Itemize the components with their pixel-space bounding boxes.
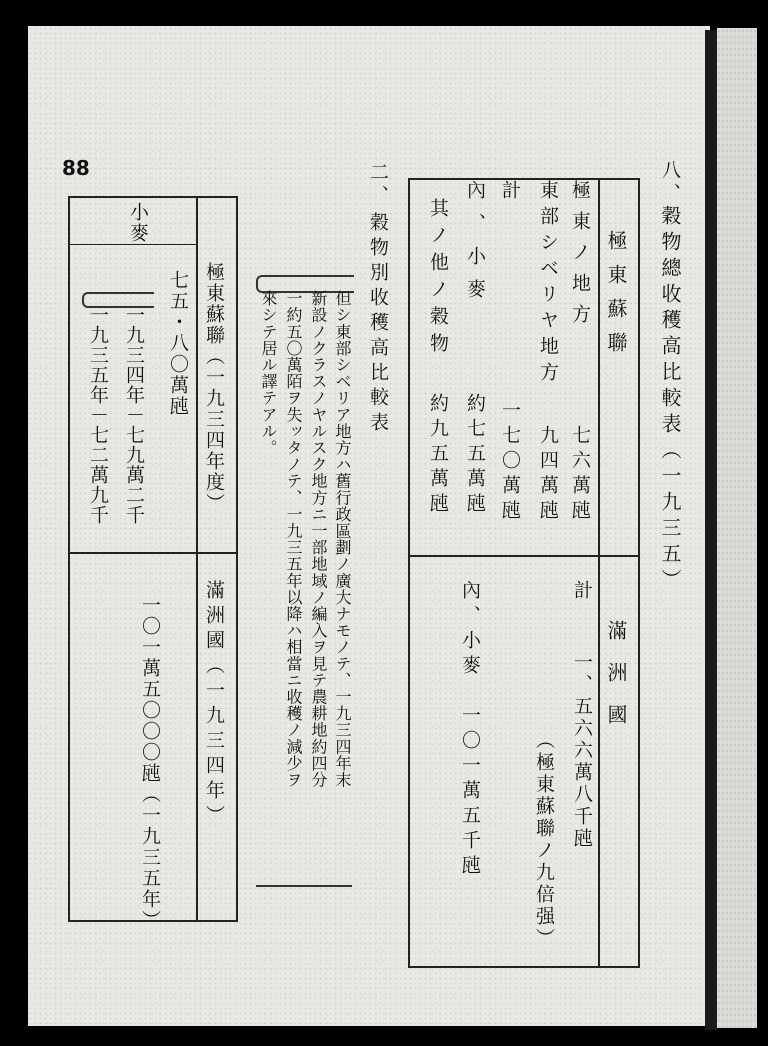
table1-header-divider xyxy=(598,178,600,968)
note-line-2: 新設ノクラスノヤルスク地方ニ一部地域ノ編入ヲ見テ農耕地約四分 xyxy=(309,290,328,788)
note-line-3: 一約五〇萬陌ヲ失ッタノテ、一九三五年以降ハ相當ニ收穫ノ減少ヲ xyxy=(284,290,303,788)
table1-ussr-header: 極東蘇聯 xyxy=(604,230,628,366)
ussr-row-total-label: 計 xyxy=(499,180,521,203)
ussr-row-wheat-value: 約七五萬瓲 xyxy=(464,393,486,518)
section2-marker: 二、 xyxy=(367,162,389,208)
table2-middle-rule xyxy=(68,552,238,554)
table2-ussr-1934: 一九三四年－七九萬二千 xyxy=(123,305,145,525)
table2-ussr-header: 極東蘇聯（一九三四年度） xyxy=(203,262,225,514)
note-line-1: 但シ東部シベリア地方ハ舊行政區劃ノ廣大ナモノテ、一九三四年末 xyxy=(333,290,352,788)
table1-top-rule xyxy=(408,178,640,180)
table2-top-rule xyxy=(68,196,238,198)
table2-ussr-value: 七五・八〇萬瓲 xyxy=(167,270,189,417)
table1-right-rule xyxy=(638,178,640,968)
table2-header-rule xyxy=(68,244,198,245)
table2-ussr-1935: 一九三五年－七二萬九千 xyxy=(87,305,109,525)
table2-manchukuo-value: 一〇一萬五〇〇〇瓲（一九三五年） xyxy=(139,595,161,931)
ussr-row-other-label: 其ノ他ノ穀物 xyxy=(427,198,449,360)
adjacent-page-edge xyxy=(717,28,757,1028)
book-spine xyxy=(705,30,717,1030)
ussr-row-other-value: 約九五萬瓲 xyxy=(427,393,449,518)
section8-marker: 八、 xyxy=(659,160,681,206)
manchukuo-wheat: 內、小麥 一〇一萬五千瓲 xyxy=(459,580,481,880)
ussr-row-far-east-label: 極東ノ地方 xyxy=(569,180,591,335)
note-bottom-brace xyxy=(256,885,352,887)
table1-left-rule xyxy=(408,178,410,968)
ussr-row-wheat-label: 內、小麥 xyxy=(464,180,486,312)
manchukuo-total-value: 一、五六六萬八千瓲 xyxy=(571,652,593,850)
table2-manchukuo-header: 滿洲國（一九三四年） xyxy=(203,580,225,830)
section8-heading: 穀物總收穫高比較表（一九三五） xyxy=(658,205,682,595)
table2-left-rule xyxy=(68,196,70,922)
table1-manchukuo-header: 滿洲國 xyxy=(604,620,628,746)
page-number: 88 xyxy=(62,156,90,180)
ussr-row-total-value: 一七〇萬瓲 xyxy=(499,400,521,525)
table2-header-divider xyxy=(196,196,198,922)
note-line-4: 來シテ居ル譯テアル。 xyxy=(259,290,278,456)
ussr-row-east-siberia-value: 九四萬瓲 xyxy=(537,425,559,525)
ussr-row-east-siberia-label: 東部シベリヤ地方 xyxy=(537,180,559,388)
table1-bottom-rule xyxy=(408,966,640,968)
ussr-row-far-east-value: 七六萬瓲 xyxy=(569,425,591,525)
manchukuo-total-label: 計 xyxy=(571,580,593,603)
manchukuo-total-note: （極東蘇聯ノ九倍强） xyxy=(533,730,555,950)
table1-middle-rule xyxy=(408,555,640,557)
section2-heading: 穀物別收穫高比較表 xyxy=(367,212,389,437)
table2-row-label: 小麥 xyxy=(127,202,149,244)
table2-right-rule xyxy=(236,196,238,922)
